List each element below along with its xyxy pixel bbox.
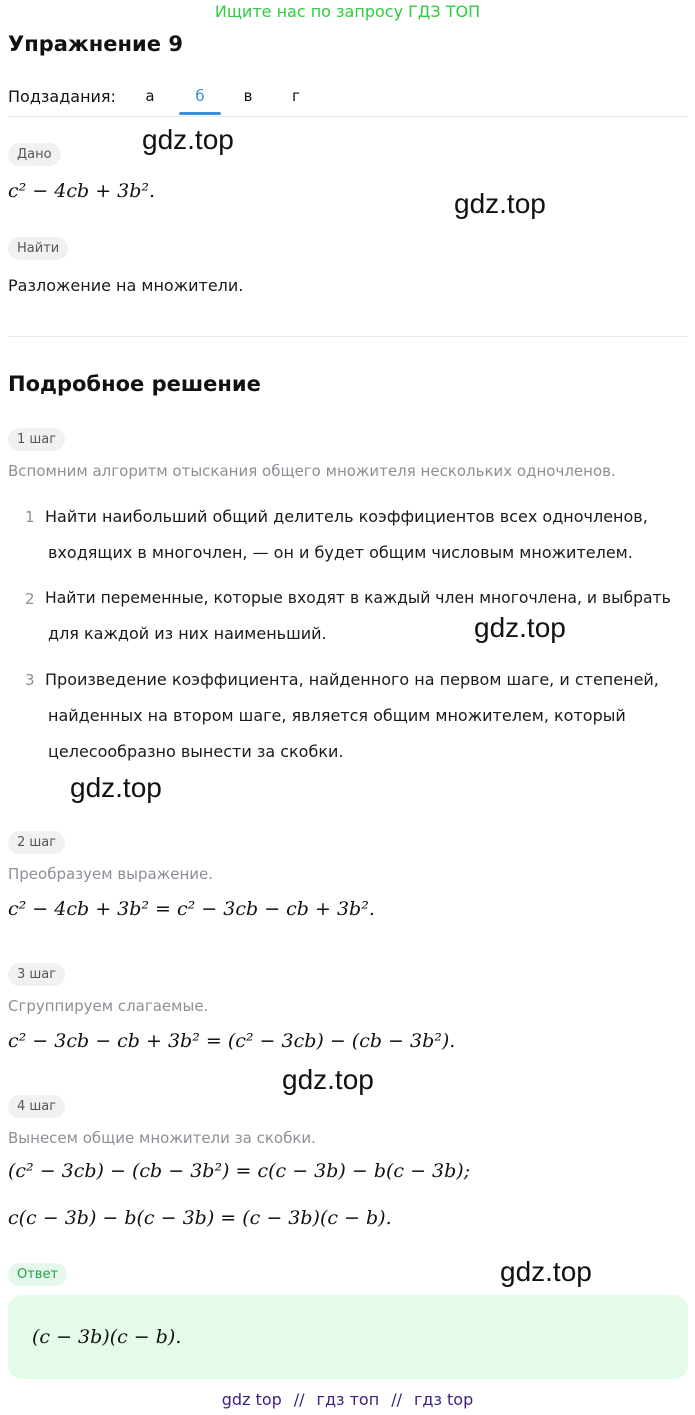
watermark: gdz.top — [282, 1064, 374, 1095]
subtasks-divider — [8, 116, 688, 117]
footer-link[interactable]: gdz top — [221, 1390, 282, 1409]
list-item-line: найденных на втором шаге, является общим множителем, который — [48, 706, 626, 725]
step4-expression-2: c(c − 3b) − b(c − 3b) = (c − 3b)(c − b). — [8, 1207, 392, 1229]
list-number: 2 — [25, 590, 35, 608]
step1-hint: Вспомним алгоритм отыскания общего множителя нескольких одночленов. — [8, 462, 616, 480]
tab-v[interactable]: в — [243, 87, 253, 105]
subtasks-label: Подзадания: — [8, 87, 116, 106]
tab-b[interactable]: б — [195, 87, 205, 105]
watermark: gdz.top — [454, 188, 546, 219]
watermark: gdz.top — [70, 772, 162, 803]
given-expression — [8, 180, 155, 202]
footer-links — [0, 1390, 695, 1409]
footer-separator: // — [391, 1390, 402, 1409]
section-divider — [8, 336, 688, 337]
find-chip: Найти — [8, 237, 68, 260]
exercise-title: Упражнение 9 — [8, 32, 183, 56]
answer-chip: Ответ — [8, 1263, 67, 1286]
list-item-line: входящих в многочлен, — он и будет общим числовым множителем. — [48, 543, 633, 562]
step1-chip: 1 шаг — [8, 428, 65, 451]
step4-chip: 4 шаг — [8, 1095, 65, 1118]
step2-hint: Преобразуем выражение. — [8, 865, 214, 883]
tab-a[interactable]: а — [145, 87, 155, 105]
step3-expression: c² − 3cb − cb + 3b² = (c² − 3cb) − (cb − 3b²). — [8, 1030, 456, 1052]
watermark: gdz.top — [500, 1256, 592, 1287]
list-item-line: для каждой из них наименьший. — [48, 624, 327, 643]
step2-expression: c² − 4cb + 3b² = c² − 3cb − cb + 3b². — [8, 898, 375, 920]
given-expression-text: c² − 4cb + 3b². — [8, 180, 156, 202]
list-item-line: Найти переменные, которые входят в каждый член многочлена, и выбрать — [45, 589, 671, 607]
list-item-line: Произведение коэффициента, найденного на первом шаге, и степеней, — [45, 670, 659, 689]
tab-g[interactable]: г — [292, 87, 300, 105]
promo-link[interactable]: Ищите нас по запросу ГДЗ ТОП — [214, 2, 481, 21]
step4-expression-1: (c² − 3cb) − (cb − 3b²) = c(c − 3b) − b(c − 3b); — [8, 1160, 471, 1182]
list-number: 1 — [25, 508, 35, 526]
step2-chip: 2 шаг — [8, 831, 65, 854]
watermark: gdz.top — [142, 124, 234, 155]
watermark: gdz.top — [474, 612, 566, 643]
step4-hint: Вынесем общие множители за скобки. — [8, 1129, 316, 1147]
given-chip: Дано — [8, 143, 61, 166]
answer-expression: (c − 3b)(c − b). — [32, 1326, 182, 1348]
find-text: Разложение на множители. — [8, 276, 244, 295]
footer-link[interactable]: гдз топ — [316, 1390, 380, 1409]
footer-link[interactable]: гдз top — [413, 1390, 474, 1409]
list-number: 3 — [25, 671, 35, 689]
active-tab-indicator — [179, 112, 221, 115]
step3-chip: 3 шаг — [8, 963, 65, 986]
list-item-line: целесообразно вынести за скобки. — [48, 742, 344, 761]
footer-separator: // — [293, 1390, 305, 1409]
list-item-line: Найти наибольший общий делитель коэффициентов всех одночленов, — [45, 507, 648, 526]
step3-hint: Сгруппируем слагаемые. — [8, 997, 209, 1015]
solution-title: Подробное решение — [8, 372, 261, 396]
